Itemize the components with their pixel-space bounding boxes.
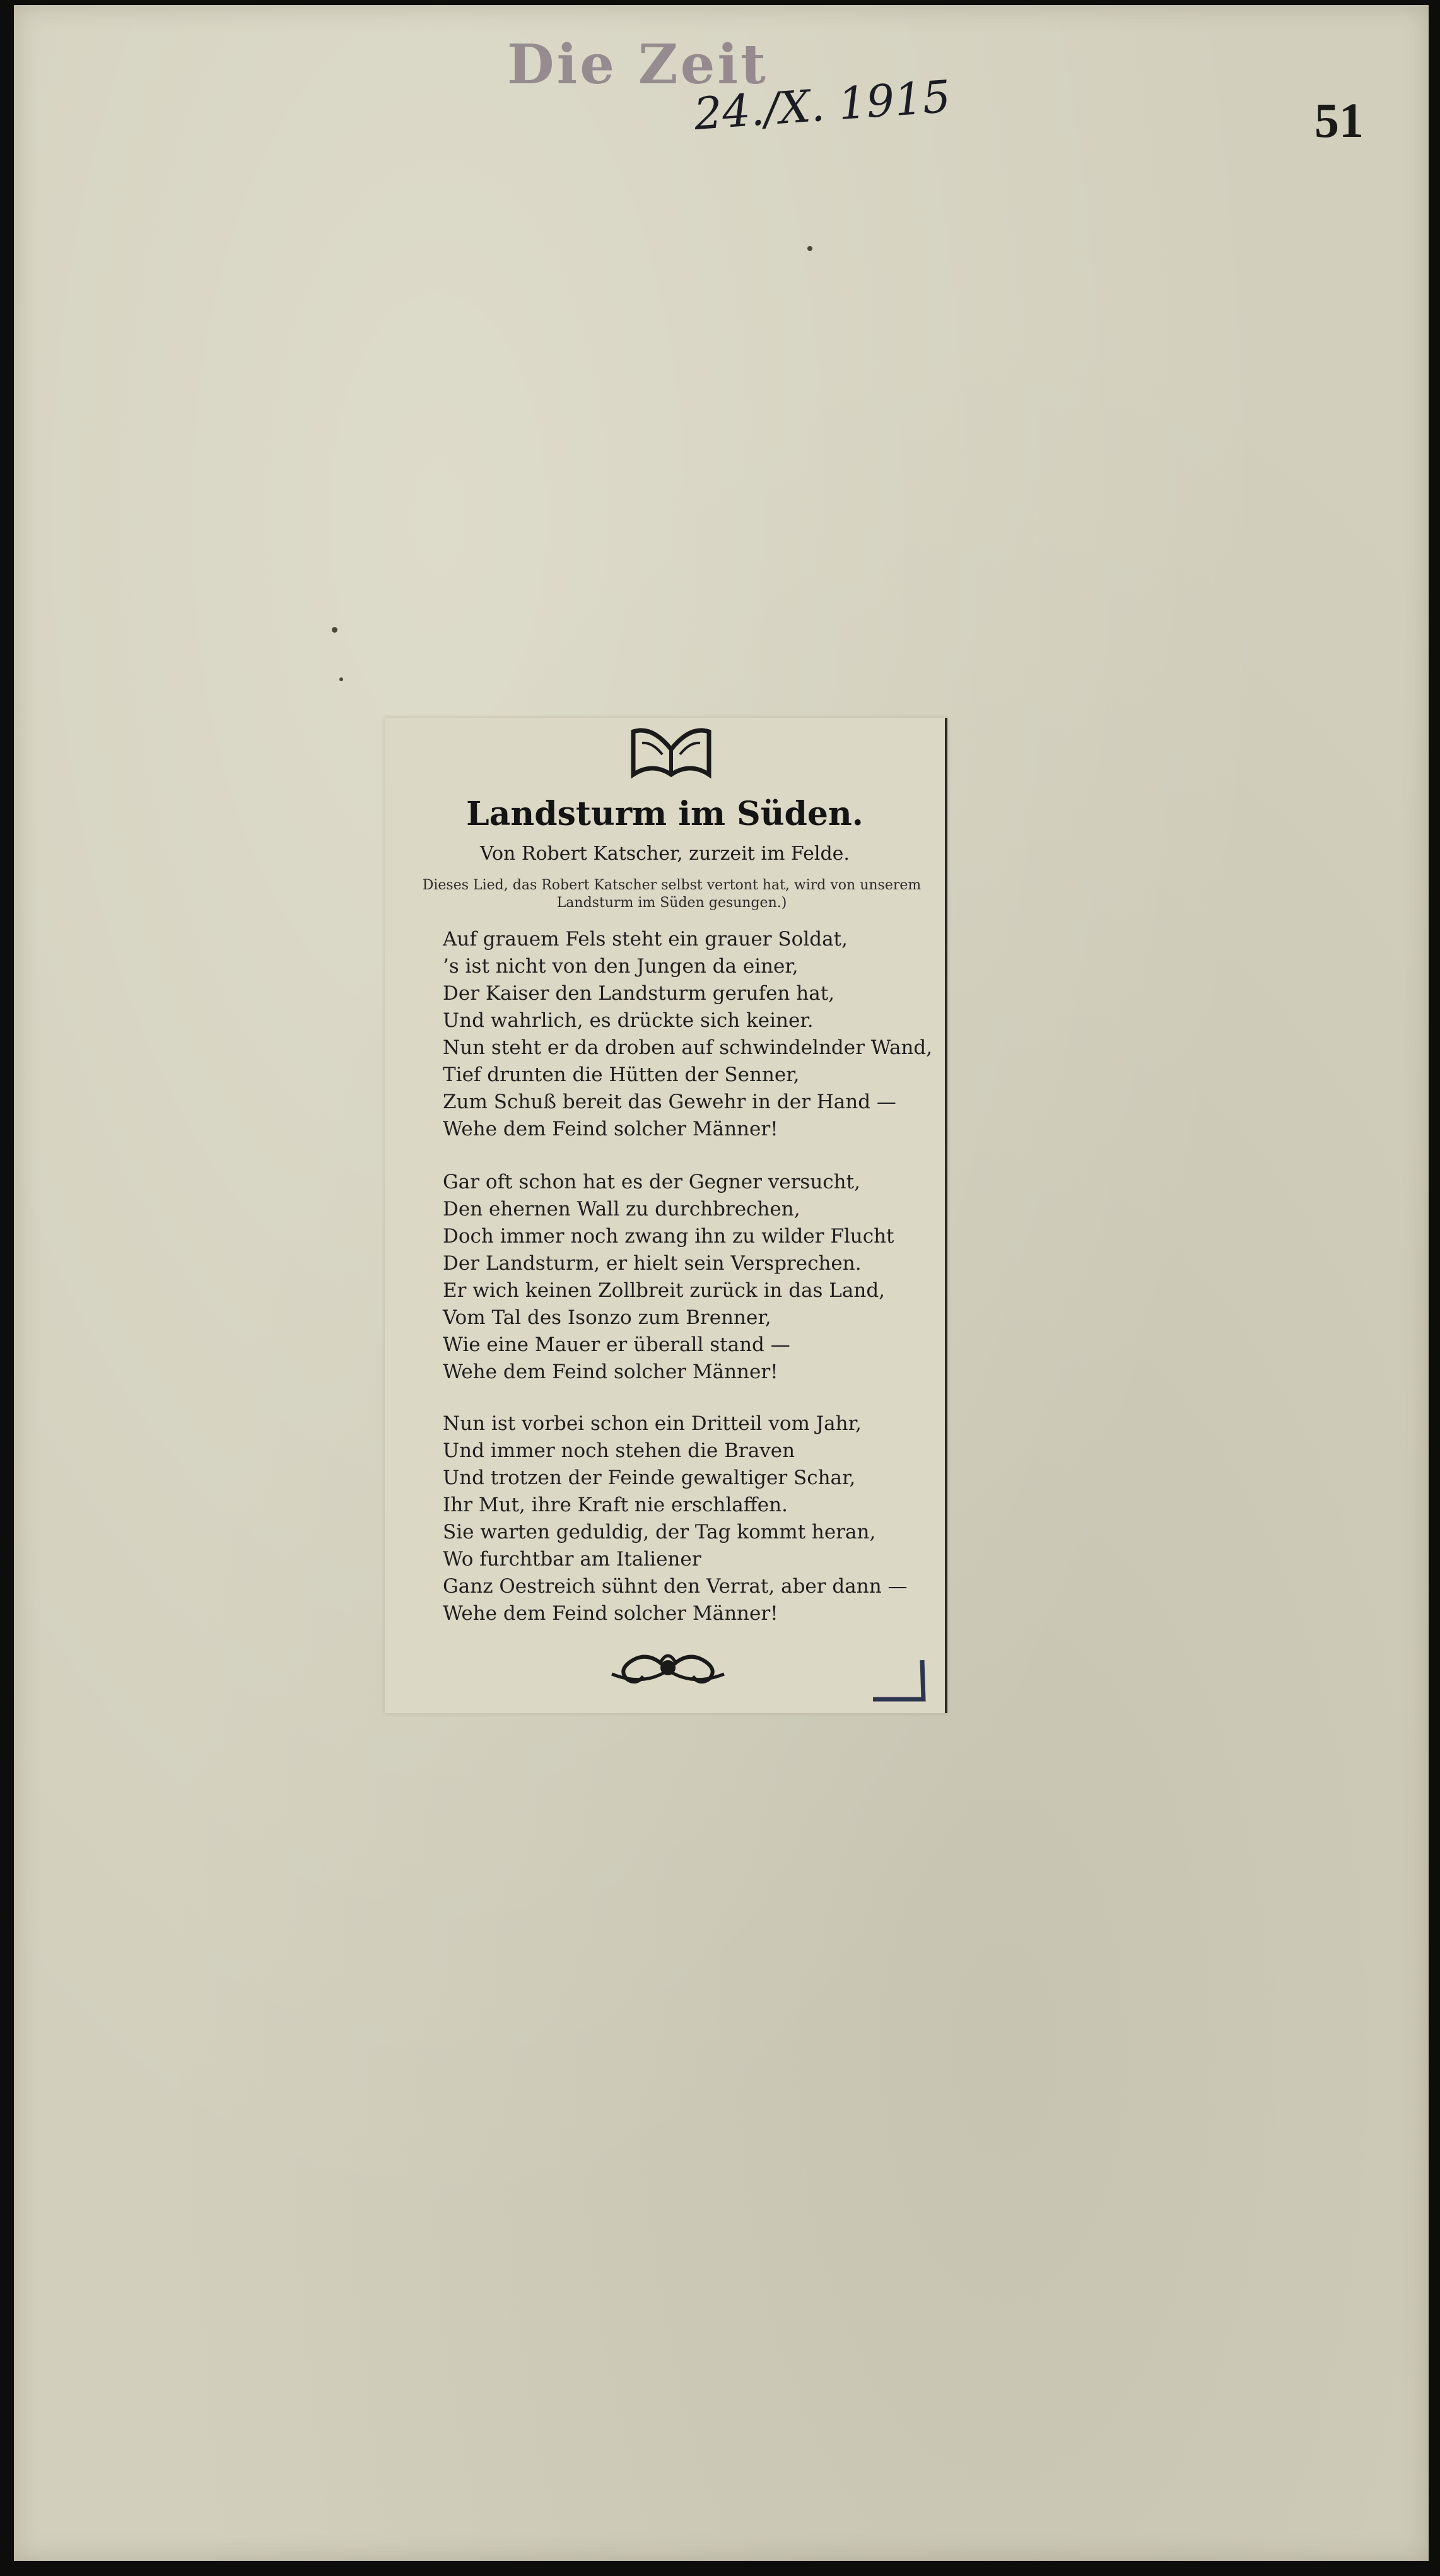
verse-line: Den ehernen Wall zu durchbrechen, [443, 1198, 800, 1221]
verse-line: Auf grauem Fels steht ein grauer Soldat, [443, 928, 848, 951]
verse-line: ’s ist nicht von den Jungen da einer, [443, 955, 799, 978]
verse-line: Zum Schuß bereit das Gewehr in der Hand — [443, 1091, 896, 1113]
verse-line: Doch immer noch zwang ihn zu wilder Flucht [443, 1225, 894, 1248]
newspaper-clipping [385, 718, 947, 1713]
verse-line: Wehe dem Feind solcher Männer! [443, 1118, 778, 1140]
verse-line: Der Kaiser den Landsturm gerufen hat, [443, 982, 835, 1005]
poem-note: Dieses Lied, das Robert Katscher selbst vertont hat, wird von unserem Landsturm im Süden gesungen.) [422, 877, 922, 911]
verse-line: Wie eine Mauer er überall stand — [443, 1333, 790, 1356]
paper-speck [339, 677, 343, 681]
paper-speck [807, 246, 812, 251]
verse-line: Und immer noch stehen die Braven [443, 1439, 795, 1462]
verse-line: Vom Tal des Isonzo zum Brenner, [443, 1306, 771, 1329]
verse-line: Wehe dem Feind solcher Männer! [443, 1361, 778, 1383]
verse-line: Ganz Oestreich sühnt den Verrat, aber dann — [443, 1575, 908, 1598]
ornament-top-icon [627, 724, 715, 782]
poem-byline: Von Robert Katscher, zurzeit im Felde. [480, 843, 850, 865]
poem-title: Landsturm im Süden. [466, 795, 863, 833]
verse-line: Und wahrlich, es drückte sich keiner. [443, 1009, 814, 1032]
verse-line: Ihr Mut, ihre Kraft nie erschlaffen. [443, 1494, 788, 1516]
ornament-bottom-icon [606, 1642, 730, 1693]
verse-line: Nun steht er da droben auf schwindelnder Wand, [443, 1036, 933, 1059]
newspaper-stamp: Die Zeit [507, 33, 768, 97]
pencil-mark-icon [870, 1658, 934, 1708]
page-number: 51 [1314, 93, 1364, 148]
verse-line: Nun ist vorbei schon ein Dritteil vom Jahr, [443, 1412, 862, 1435]
verse-line: Und trotzen der Feinde gewaltiger Schar, [443, 1467, 856, 1489]
verse-line: Der Landsturm, er hielt sein Versprechen. [443, 1252, 862, 1275]
verse-line: Wo furchtbar am Italiener [443, 1548, 701, 1571]
handwritten-date: 24./X. 1915 [692, 70, 952, 141]
stanza-2 [443, 1169, 935, 1386]
verse-line: Er wich keinen Zollbreit zurück in das Land, [443, 1279, 886, 1302]
stanza-1 [443, 926, 935, 1143]
verse-line: Wehe dem Feind solcher Männer! [443, 1602, 778, 1625]
archive-sheet [14, 5, 1429, 2561]
verse-line: Tief drunten die Hütten der Senner, [443, 1063, 800, 1086]
stanza-3 [443, 1410, 935, 1627]
verse-line: Gar oft schon hat es der Gegner versucht, [443, 1171, 860, 1193]
verse-line: Sie warten geduldig, der Tag kommt heran, [443, 1521, 876, 1543]
paper-speck [332, 627, 337, 633]
